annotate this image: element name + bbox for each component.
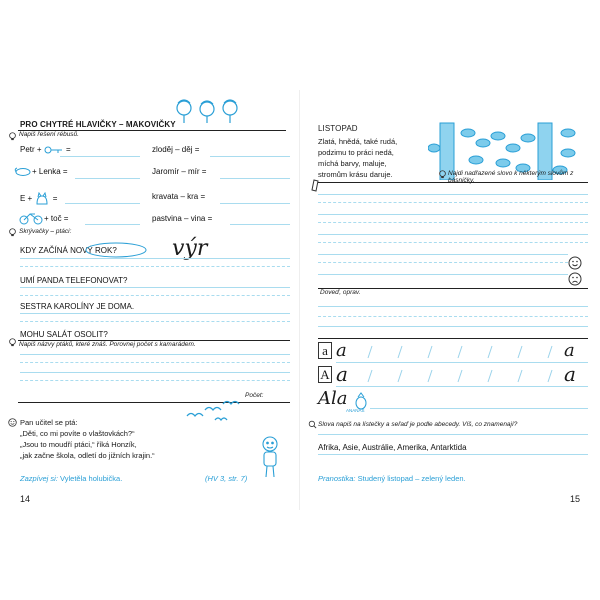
rebus-petr: Petr + =: [20, 145, 71, 155]
sentence-4: MOHU SALÁT OSOLIT?: [20, 330, 108, 339]
letter-box-lower: a: [318, 342, 332, 359]
writing-line: [20, 354, 290, 355]
rebus-zlodej: zloděj – děj =: [152, 145, 200, 154]
poem-line: stromům krásu daruje.: [318, 170, 393, 179]
right-page: [300, 90, 600, 510]
sentence-2: UMÍ PANDA TELEFONOVAT?: [20, 276, 128, 285]
writing-line: [20, 287, 290, 288]
left-page: [0, 90, 300, 510]
slant-guides: [360, 368, 580, 384]
writing-line: [318, 214, 588, 215]
cursive-upper-model-end: a: [564, 362, 576, 386]
poem-line: podzimu to práci nedá,: [318, 148, 394, 157]
answer-line: [220, 203, 290, 204]
answer-line: [210, 156, 290, 157]
cursive-lower-model: a: [336, 340, 347, 361]
writing-line: [318, 202, 588, 203]
answer-line: [60, 156, 140, 157]
rebus-toc: + toč =: [44, 214, 69, 223]
writing-line: [336, 386, 588, 387]
book-spine: [299, 90, 300, 510]
writing-line: [318, 316, 588, 317]
writing-line: [318, 262, 568, 263]
rebus-jaromir: Jaromír – mír =: [152, 167, 207, 176]
lightbulb-icon: [8, 338, 17, 347]
writing-line: [20, 362, 290, 363]
writing-line: [318, 306, 588, 307]
hidden-word-circle: [84, 242, 154, 258]
writing-line: [318, 326, 588, 327]
boy-honzik-illustration: [255, 435, 285, 479]
writing-line: [20, 380, 290, 381]
section-rule: [18, 402, 290, 403]
complete-instruction: Doveď, oprav.: [320, 289, 361, 296]
writing-line: [20, 266, 290, 267]
answer-line: [220, 178, 290, 179]
poem-block: [20, 417, 155, 461]
swallows-illustration: [185, 396, 245, 426]
bicycle-icon: [18, 211, 44, 225]
page-title: LISTOPAD: [318, 124, 358, 133]
cursive-word-model: Ala: [318, 388, 348, 409]
writing-line: [318, 242, 588, 243]
writing-line: [20, 372, 290, 373]
page-number: 14: [20, 494, 31, 504]
writing-line: [318, 254, 568, 255]
poem-line: Pan učitel se ptá:: [20, 418, 78, 427]
rebus-kravata: kravata – kra =: [152, 192, 206, 201]
section-rule: [318, 182, 588, 183]
rebus-lenka: + Lenka =: [32, 167, 68, 176]
letter-box-upper: A: [318, 366, 332, 383]
ananas-label: ANANAS: [346, 408, 365, 413]
lightbulb-icon: [8, 228, 17, 237]
smiley-icon: [8, 418, 17, 427]
writing-line: [20, 295, 290, 296]
writing-line: [20, 258, 290, 259]
rebus-pastvina: pastvina – vina =: [152, 214, 213, 223]
smiley-sad-icon[interactable]: [568, 272, 582, 286]
answer-line: [230, 224, 290, 225]
poem-line: Zlatá, hnědá, také rudá,: [318, 137, 398, 146]
writing-line: [20, 313, 290, 314]
rebus-e: E + =: [20, 192, 57, 206]
answer-line: [65, 203, 140, 204]
poem-line: „Děti, co mi povíte o vlaštovkách?“: [20, 429, 135, 438]
sort-instruction: Slova napiš na lístečky a seřaď je podle abecedy. Víš, co znamenají?: [318, 421, 518, 428]
slant-guides: [360, 344, 580, 360]
count-label: Počet:: [245, 392, 264, 399]
pencil-icon: [310, 178, 320, 192]
forecast-line: Pranostika: Studený listopad – zelený leden.: [318, 474, 466, 483]
words-list: Afrika, Asie, Austrálie, Amerika, Antarktida: [318, 443, 467, 452]
writing-line: [20, 321, 290, 322]
page-title: PRO CHYTRÉ HLAVIČKY – MAKOVIČKY: [20, 120, 176, 129]
search-magnifier-icon: [308, 420, 317, 429]
cursive-upper-model: a: [336, 362, 348, 386]
answer-line: [85, 224, 140, 225]
writing-line: [318, 454, 588, 455]
birds-instruction: Napiš názvy ptáků, které znáš. Porovnej počet s kamarádem.: [19, 341, 196, 348]
handwritten-answer: výr: [172, 236, 208, 261]
writing-line: [318, 194, 588, 195]
section-rule: [318, 338, 588, 339]
cursive-lower-model-end: a: [564, 340, 575, 361]
poem-line: míchá barvy, maluje,: [318, 159, 387, 168]
hidden-birds-instruction: Skrývačky – ptáci:: [19, 228, 72, 235]
writing-line: [318, 234, 588, 235]
lightbulb-icon: [8, 132, 17, 141]
sentence-1: KDY ZAČÍNÁ NOVÝ ROK?: [20, 246, 117, 255]
smiley-happy-icon[interactable]: [568, 256, 582, 270]
writing-line: [370, 408, 588, 409]
children-heads-illustration: [170, 96, 240, 124]
mouse-icon: [14, 166, 32, 176]
poem-line: „jak začne škola, odletí do jižních krajin.“: [20, 451, 155, 460]
cat-icon: [34, 192, 50, 206]
song-line: Zazpívej si: Vyletěla holubička.: [20, 474, 123, 483]
writing-line: [318, 222, 588, 223]
page-number: 15: [570, 494, 581, 504]
poem-line: „Jsou to moudří ptáci,“ říká Honzík,: [20, 440, 137, 449]
sentence-3: SESTRA KAROLÍNY JE DOMA.: [20, 302, 135, 311]
rebus-instruction: Napiš řešení rébusů.: [19, 131, 79, 138]
song-reference: (HV 3, str. 7): [205, 474, 248, 483]
synonym-instruction: Najdi nadřazené slovo k některým slovům z básničky.: [448, 170, 574, 184]
writing-line: [318, 274, 568, 275]
answer-line: [75, 178, 140, 179]
writing-line: [336, 362, 588, 363]
lightbulb-icon: [438, 170, 447, 179]
poem-block: [318, 136, 397, 180]
writing-line: [318, 434, 588, 435]
key-icon: [44, 145, 64, 155]
